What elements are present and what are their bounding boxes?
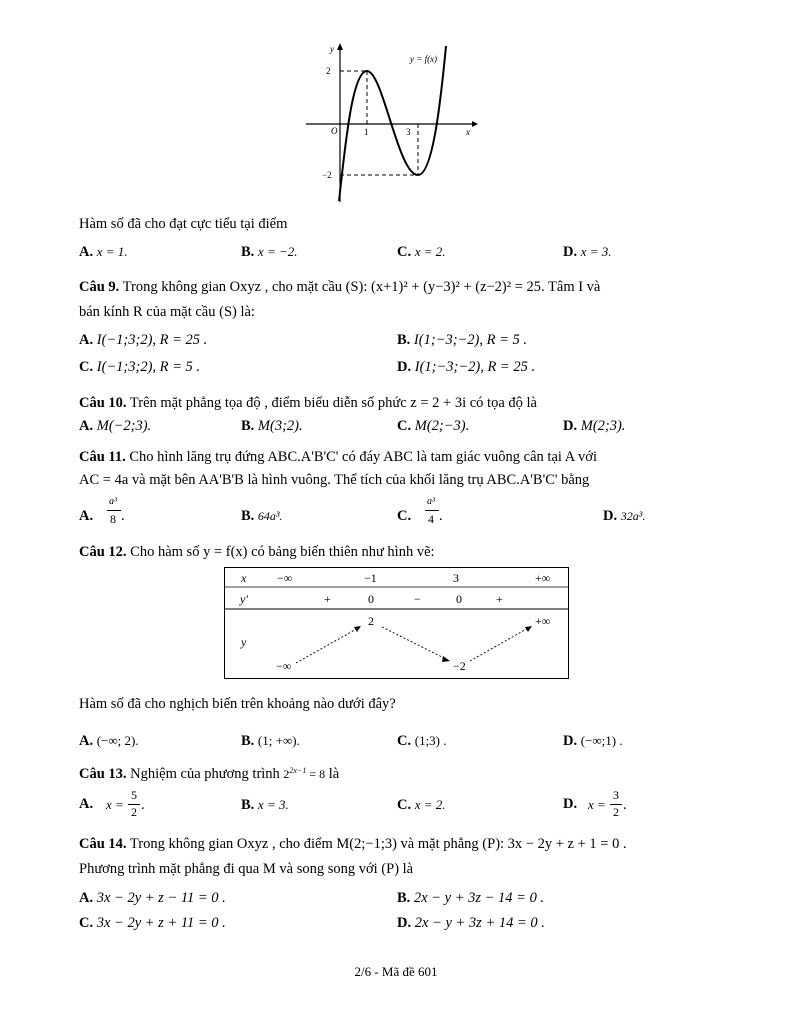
option-value: (1;3) . xyxy=(414,733,447,748)
option-label: C. xyxy=(397,508,412,524)
y-value: −∞ xyxy=(276,659,292,673)
option-label: C. xyxy=(397,797,412,813)
option-value: 32a³. xyxy=(620,509,646,523)
origin-label: O xyxy=(331,126,338,136)
q12-line xyxy=(79,544,435,561)
row-label-y: y xyxy=(241,635,247,649)
y-axis-label: y xyxy=(330,44,334,54)
option-label: C. xyxy=(79,359,94,375)
q9-option-c[interactable] xyxy=(79,359,200,376)
option-label: B. xyxy=(241,418,255,434)
q14-option-d[interactable] xyxy=(397,915,545,932)
option-label: A. xyxy=(79,890,94,906)
option-label: C. xyxy=(397,244,412,260)
question-number: Câu 9. xyxy=(79,279,120,295)
xtick-3: 3 xyxy=(406,127,411,137)
q11-line2: AC = 4a và mặt bên AA'B'B là hình vuông. Thể tích của khối lăng trụ ABC.A'B'C' bằng xyxy=(79,472,590,488)
q9-option-b[interactable] xyxy=(397,332,527,349)
q9-option-a[interactable] xyxy=(79,332,207,349)
q9-option-d[interactable] xyxy=(397,359,535,376)
option-label: B. xyxy=(241,508,255,524)
q11-line1 xyxy=(79,449,597,466)
q12-option-c[interactable] xyxy=(397,733,447,750)
option-value: x = 2. xyxy=(414,797,446,812)
q14-text-line1: Trong không gian Oxyz , cho điểm M(2;−1;3) và mặt phẳng (P): 3x − 2y + z + 1 = 0 . xyxy=(129,836,627,852)
option-value: M(3;2). xyxy=(257,418,303,434)
option-prefix: x = xyxy=(106,797,124,812)
fraction-bar xyxy=(425,510,439,511)
q10-option-c[interactable] xyxy=(397,418,469,435)
q12-option-b[interactable] xyxy=(241,733,300,750)
option-label: B. xyxy=(397,332,411,348)
fraction-period: . xyxy=(439,508,443,524)
option-label: A. xyxy=(79,796,94,812)
fraction-denominator: 2 xyxy=(613,805,619,819)
fraction-denominator: 8 xyxy=(110,512,116,526)
option-label: D. xyxy=(397,915,412,931)
y-value: 2 xyxy=(368,614,374,628)
q13-option-c[interactable] xyxy=(397,797,446,814)
option-value: M(2;−3). xyxy=(414,418,470,434)
option-value: 3x − 2y + z − 11 = 0 . xyxy=(96,890,226,906)
option-label: A. xyxy=(79,244,94,260)
row-label-yprime: y′ xyxy=(240,592,248,606)
fraction-bar xyxy=(107,510,121,511)
ytick-2: 2 xyxy=(326,66,331,76)
arrowhead xyxy=(354,626,361,632)
arrowhead xyxy=(442,656,450,662)
option-label: C. xyxy=(397,418,412,434)
option-label: B. xyxy=(241,733,255,749)
q13-option-b[interactable] xyxy=(241,797,289,814)
fraction-period: . xyxy=(623,797,627,813)
q11-option-d[interactable] xyxy=(603,508,645,525)
option-value: 64a³. xyxy=(257,509,283,523)
q14-option-a[interactable] xyxy=(79,890,226,907)
ytick-neg2: −2 xyxy=(322,170,332,180)
option-label: C. xyxy=(397,733,412,749)
option-label: B. xyxy=(397,890,411,906)
function-graph xyxy=(300,38,480,203)
x-value: −∞ xyxy=(277,571,293,585)
option-value: (−∞; 2). xyxy=(96,733,139,748)
q11-option-b[interactable] xyxy=(241,508,283,525)
option-value: (1; +∞). xyxy=(257,733,300,748)
q11-text-line1: Cho hình lăng trụ đứng ABC.A'B'C' có đáy ABC là tam giác vuông cân tại A với xyxy=(129,449,597,465)
q14-line1 xyxy=(79,836,627,853)
sign: + xyxy=(496,592,503,606)
option-label: B. xyxy=(241,244,255,260)
q8-option-c[interactable] xyxy=(397,244,446,261)
sign: + xyxy=(324,592,331,606)
option-label: A. xyxy=(79,508,94,524)
q8-option-a[interactable] xyxy=(79,244,128,261)
option-value: 2x − y + 3z − 14 = 0 . xyxy=(413,890,545,906)
q12-option-d[interactable] xyxy=(563,733,623,750)
option-label: D. xyxy=(603,508,618,524)
option-label: C. xyxy=(79,915,94,931)
q10-text: Trên mặt phẳng tọa độ , điểm biểu diễn số phức z = 2 + 3i có tọa độ là xyxy=(129,395,537,411)
q14-option-c[interactable] xyxy=(79,915,226,932)
y-value: −2 xyxy=(453,659,466,673)
x-value: 3 xyxy=(453,571,459,585)
q10-option-b[interactable] xyxy=(241,418,303,435)
option-value: 2x − y + 3z + 14 = 0 . xyxy=(414,915,545,931)
option-value: M(−2;3). xyxy=(96,418,152,434)
option-value: M(2;3). xyxy=(580,418,626,434)
fraction-period: . xyxy=(141,797,145,813)
row-label-x: x xyxy=(241,571,247,585)
option-label: A. xyxy=(79,733,94,749)
q10-option-d[interactable] xyxy=(563,418,625,435)
q8-text: Hàm số đã cho đạt cực tiểu tại điểm xyxy=(79,216,288,232)
page-footer: 2/6 - Mã đề 601 xyxy=(354,964,438,979)
question-number: Câu 14. xyxy=(79,836,127,852)
option-value: (−∞;1) . xyxy=(580,733,623,748)
option-value: I(−1;3;2), R = 5 . xyxy=(96,359,201,375)
q13-line xyxy=(79,766,339,783)
fraction-denominator: 4 xyxy=(428,512,434,526)
option-value: I(1;−3;−2), R = 5 . xyxy=(413,332,528,348)
q14-line2: Phương trình mặt phẳng đi qua M và song song với (P) là xyxy=(79,861,414,877)
eq-exponent: 2x−1 xyxy=(289,766,307,775)
x-axis-arrow xyxy=(472,121,478,127)
question-number: Câu 11. xyxy=(79,449,126,465)
q13-text-end: là xyxy=(328,766,340,782)
curve-label: y = f(x) xyxy=(410,54,438,64)
option-value: 3x − 2y + z + 11 = 0 . xyxy=(96,915,226,931)
q12-text: Cho hàm số y = f(x) có bảng biến thiên như hình vẽ: xyxy=(130,544,435,560)
q10-option-a[interactable] xyxy=(79,418,151,435)
fraction-period: . xyxy=(121,508,125,524)
sign: 0 xyxy=(456,592,462,606)
question-number: Câu 13. xyxy=(79,766,127,782)
y-axis-arrow xyxy=(337,43,343,50)
sign: 0 xyxy=(368,592,374,606)
option-value: x = 3. xyxy=(580,244,612,259)
x-axis-label: x xyxy=(466,127,470,137)
eq-base: 2 xyxy=(283,767,290,781)
option-label: D. xyxy=(563,796,578,812)
fraction-numerator: 5 xyxy=(131,788,137,802)
arrow-increase-2 xyxy=(470,627,530,661)
q9-text-line1: Trong không gian Oxyz , cho mặt cầu (S): (x+1)² + (y−3)² + (z−2)² = 25. Tâm I và xyxy=(122,279,601,295)
arrow-increase-1 xyxy=(296,627,360,663)
q9-line1 xyxy=(79,279,600,296)
question-number: Câu 12. xyxy=(79,544,127,560)
fraction-numerator: a³ xyxy=(109,496,117,507)
option-value: I(−1;3;2), R = 25 . xyxy=(96,332,208,348)
option-value: I(1;−3;−2), R = 25 . xyxy=(414,359,536,375)
option-label: A. xyxy=(79,418,94,434)
q12-option-a[interactable] xyxy=(79,733,139,750)
option-value: x = 1. xyxy=(96,244,128,259)
fraction-numerator: a³ xyxy=(427,496,435,507)
sign: − xyxy=(414,592,421,606)
option-label: A. xyxy=(79,332,94,348)
arrow-decrease xyxy=(382,627,448,660)
xtick-1: 1 xyxy=(364,127,369,137)
equation xyxy=(283,767,325,781)
x-value: −1 xyxy=(364,571,377,585)
option-value: x = −2. xyxy=(257,244,298,259)
q14-option-b[interactable] xyxy=(397,890,544,907)
q8-option-d[interactable] xyxy=(563,244,612,261)
option-label: D. xyxy=(563,244,578,260)
option-prefix: x = xyxy=(588,797,606,812)
question-number: Câu 10. xyxy=(79,395,127,411)
q12-question: Hàm số đã cho nghịch biến trên khoảng nào dưới đây? xyxy=(79,696,396,712)
q9-line2: bán kính R của mặt cầu (S) là: xyxy=(79,304,255,320)
option-label: B. xyxy=(241,797,255,813)
q8-option-b[interactable] xyxy=(241,244,298,261)
option-label: D. xyxy=(563,418,578,434)
option-value: x = 2. xyxy=(414,244,446,259)
y-value: +∞ xyxy=(535,614,551,628)
fraction-denominator: 2 xyxy=(131,805,137,819)
option-label: D. xyxy=(563,733,578,749)
option-label: D. xyxy=(397,359,412,375)
option-value: x = 3. xyxy=(257,797,289,812)
variation-table xyxy=(224,567,569,679)
eq-rest: = 8 xyxy=(309,767,326,781)
fraction-numerator: 3 xyxy=(613,788,619,802)
q10-line xyxy=(79,395,537,412)
q13-text: Nghiệm của phương trình xyxy=(130,766,280,782)
x-value: +∞ xyxy=(535,571,551,585)
